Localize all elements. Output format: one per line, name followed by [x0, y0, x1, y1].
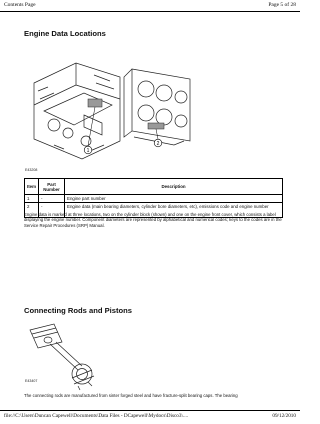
column-header-description: Description	[65, 179, 283, 195]
header-page-number: Page 5 of 28	[268, 2, 296, 8]
footer-file-path: file://C:\Users\Duncan Capewell\Documents\Data Files - DCapewell\Mydocs\Disco3\....	[4, 413, 189, 419]
column-header-part-number: Part Number	[39, 179, 65, 195]
cell-item: 2	[25, 203, 39, 218]
footer-date: 09/12/2010	[272, 413, 296, 419]
page-footer	[0, 410, 300, 424]
section-title-connecting-rods: Connecting Rods and Pistons	[24, 306, 133, 315]
callout-2	[154, 139, 162, 147]
header-divider	[0, 11, 300, 12]
column-header-item: Item	[25, 179, 39, 195]
figure-code-1: E43208	[25, 168, 38, 172]
cell-description: Engine part number	[65, 195, 283, 203]
cell-item: 1	[25, 195, 39, 203]
svg-text:1: 1	[86, 147, 90, 154]
table-header-row	[25, 179, 283, 195]
page-header	[0, 0, 300, 12]
cell-part-number: -	[39, 203, 65, 218]
footer-divider	[0, 410, 300, 411]
callout-1	[84, 146, 92, 154]
table-row	[25, 195, 283, 203]
svg-text:2: 2	[156, 140, 160, 147]
section-title-engine-data-locations: Engine Data Locations	[24, 29, 106, 38]
figure-code-2: E43407	[25, 379, 38, 383]
header-contents-page: Contents Page	[4, 2, 36, 8]
engine-block-illustration	[24, 55, 196, 167]
cell-description: Engine data (main bearing diameters, cylinder bore diameters, etc), emissions code and engine number	[65, 203, 283, 218]
cell-part-number: -	[39, 195, 65, 203]
engine-data-paragraph: Engine data is marked at three locations, two on the cylinder block (shown) and one on the engine front cover, which consists a label displaying the engine number. Component diameters are represented by alphabetical and numerical codes; keys to the codes are in the Service Repair Procedures (SRP) Manual.	[24, 212, 282, 228]
connecting-rods-paragraph: The connecting rods are manufactured from sinter forged steel and have fracture-split bearing caps. The bearing	[24, 393, 238, 398]
